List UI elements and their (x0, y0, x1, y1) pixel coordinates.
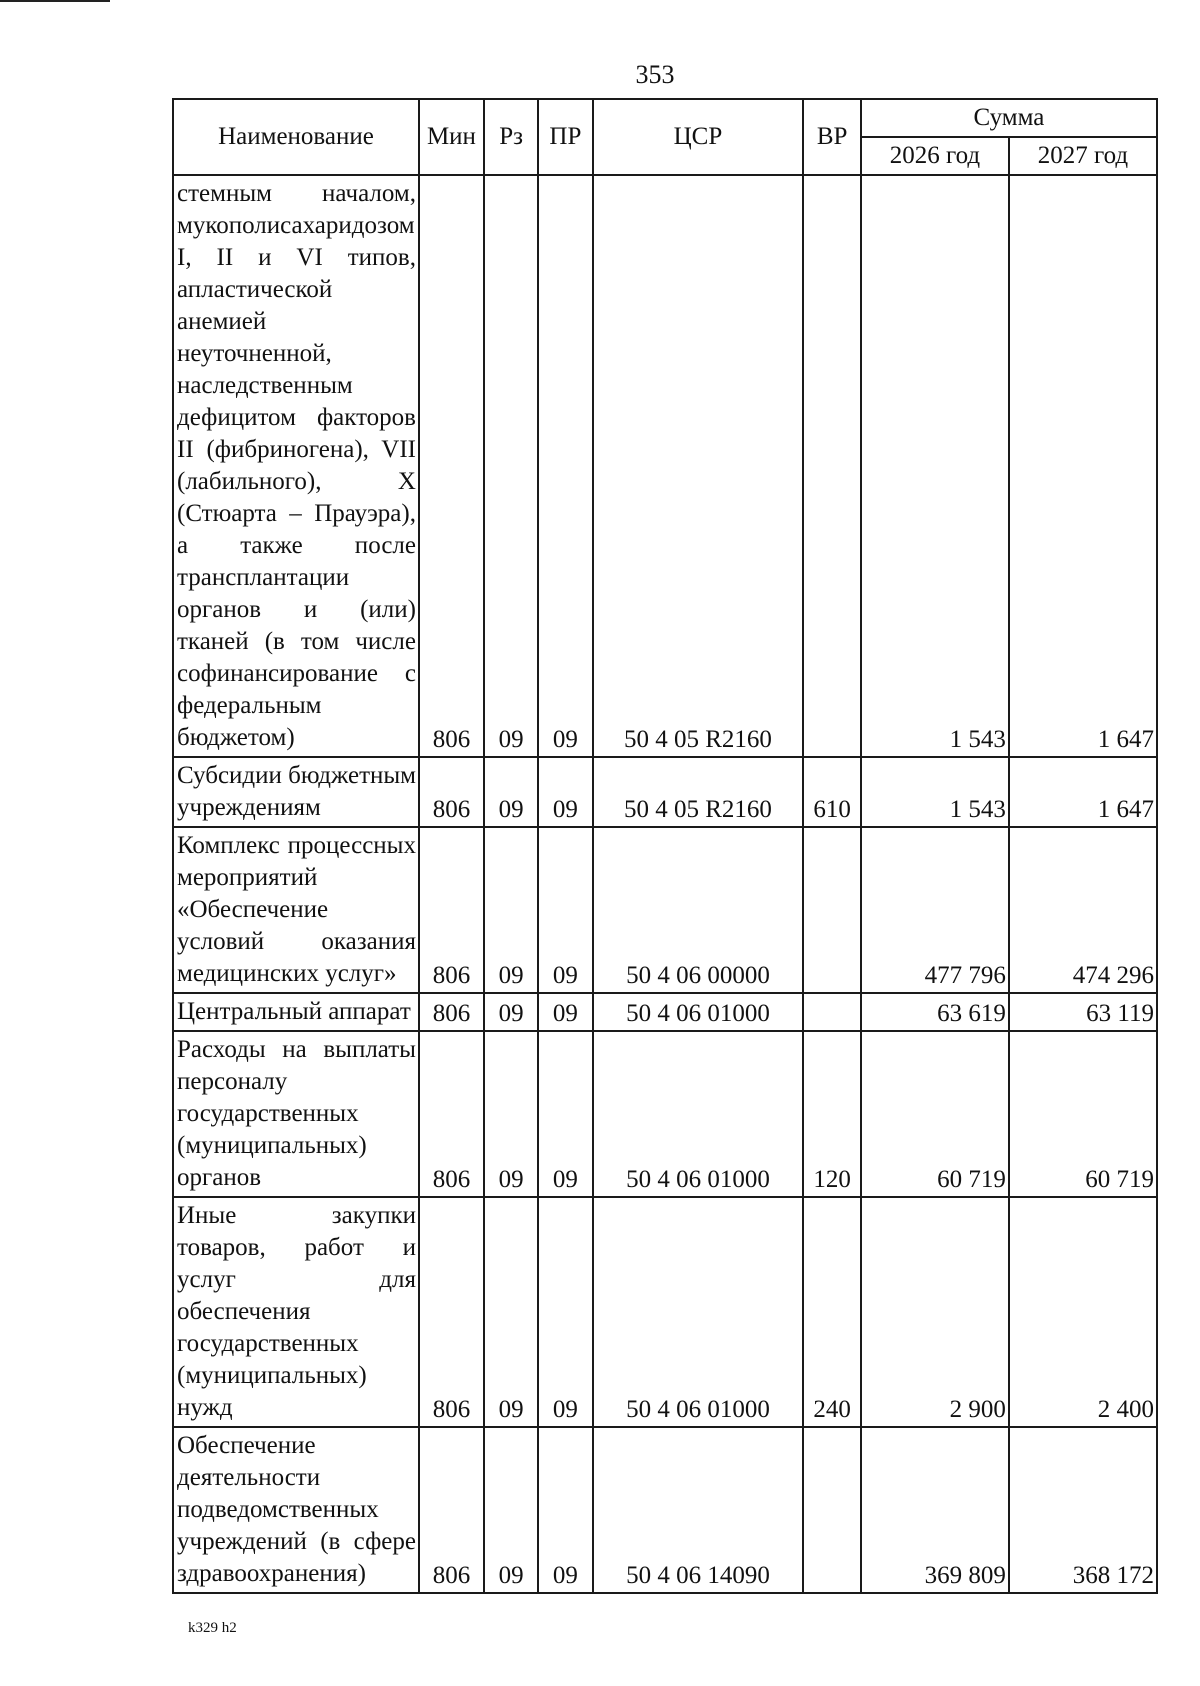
row-sum-2026: 60 719 (861, 1031, 1009, 1197)
table-row (173, 1427, 1157, 1593)
header-rz: Рз (484, 99, 538, 175)
header-min: Мин (419, 99, 484, 175)
row-vr (803, 175, 861, 757)
row-min: 806 (419, 827, 484, 993)
header-csr: ЦСР (593, 99, 804, 175)
row-vr (803, 993, 861, 1031)
row-vr (803, 1427, 861, 1593)
row-name: Комплекс процессных мероприятий «Обеспечение условий оказания медицинских услуг» (173, 827, 419, 993)
page-number: 353 (635, 60, 675, 89)
row-pr: 09 (538, 827, 592, 993)
row-min: 806 (419, 175, 484, 757)
row-sum-2026: 369 809 (861, 1427, 1009, 1593)
row-name: Иные закупки товаров, работ и услуг для обеспечения государственных (муниципальных) нужд (173, 1197, 419, 1427)
row-pr: 09 (538, 1197, 592, 1427)
table-row (173, 993, 1157, 1031)
header-sum: Сумма (861, 99, 1157, 137)
row-vr (803, 827, 861, 993)
row-sum-2026: 1 543 (861, 757, 1009, 827)
row-csr: 50 4 06 01000 (593, 993, 804, 1031)
table-row (173, 1197, 1157, 1427)
header-year-2027: 2027 год (1009, 137, 1157, 175)
row-name: Центральный аппарат (173, 993, 419, 1031)
row-sum-2027: 60 719 (1009, 1031, 1157, 1197)
row-csr: 50 4 05 R2160 (593, 757, 804, 827)
row-rz: 09 (484, 1197, 538, 1427)
row-sum-2026: 2 900 (861, 1197, 1009, 1427)
row-pr: 09 (538, 175, 592, 757)
row-pr: 09 (538, 1427, 592, 1593)
row-rz: 09 (484, 175, 538, 757)
corner-mark (0, 0, 110, 2)
row-sum-2027: 1 647 (1009, 757, 1157, 827)
row-csr: 50 4 05 R2160 (593, 175, 804, 757)
row-csr: 50 4 06 00000 (593, 827, 804, 993)
table-row (173, 827, 1157, 993)
row-sum-2027: 63 119 (1009, 993, 1157, 1031)
row-sum-2027: 2 400 (1009, 1197, 1157, 1427)
row-rz: 09 (484, 993, 538, 1031)
row-pr: 09 (538, 757, 592, 827)
row-min: 806 (419, 1197, 484, 1427)
row-name: Расходы на выплаты персоналу государственных (муниципальных) органов (173, 1031, 419, 1197)
row-pr: 09 (538, 1031, 592, 1197)
row-min: 806 (419, 993, 484, 1031)
row-sum-2027: 474 296 (1009, 827, 1157, 993)
row-rz: 09 (484, 757, 538, 827)
row-name: Субсидии бюджетным учреждениям (173, 757, 419, 827)
row-name: Обеспечение деятельности подведомственных учреждений (в сфере здравоохранения) (173, 1427, 419, 1593)
row-rz: 09 (484, 1031, 538, 1197)
header-year-2026: 2026 год (861, 137, 1009, 175)
header-vr: ВР (803, 99, 861, 175)
row-vr: 120 (803, 1031, 861, 1197)
row-name: стемным началом, мукополисахаридозом I, II и VI типов, апластической анемией неуточненной, наследственным дефицитом факторов II (фибриногена), VII (лабильного), X (Стюарта – Прауэра), а также после трансплантации органов и (или) тканей (в том числе софинансирование с федеральным бюджетом) (173, 175, 419, 757)
row-vr: 610 (803, 757, 861, 827)
row-min: 806 (419, 757, 484, 827)
row-sum-2026: 1 543 (861, 175, 1009, 757)
header-pr: ПР (538, 99, 592, 175)
row-sum-2026: 477 796 (861, 827, 1009, 993)
footer-code: k329 h2 (188, 1620, 237, 1636)
row-pr: 09 (538, 993, 592, 1031)
row-csr: 50 4 06 01000 (593, 1197, 804, 1427)
table-row (173, 175, 1157, 757)
row-rz: 09 (484, 827, 538, 993)
row-csr: 50 4 06 14090 (593, 1427, 804, 1593)
header-name: Наименование (173, 99, 419, 175)
row-sum-2026: 63 619 (861, 993, 1009, 1031)
row-min: 806 (419, 1427, 484, 1593)
table-row (173, 1031, 1157, 1197)
row-vr: 240 (803, 1197, 861, 1427)
row-sum-2027: 1 647 (1009, 175, 1157, 757)
budget-table (172, 98, 1158, 1594)
row-sum-2027: 368 172 (1009, 1427, 1157, 1593)
row-min: 806 (419, 1031, 484, 1197)
row-rz: 09 (484, 1427, 538, 1593)
table-row (173, 757, 1157, 827)
row-csr: 50 4 06 01000 (593, 1031, 804, 1197)
